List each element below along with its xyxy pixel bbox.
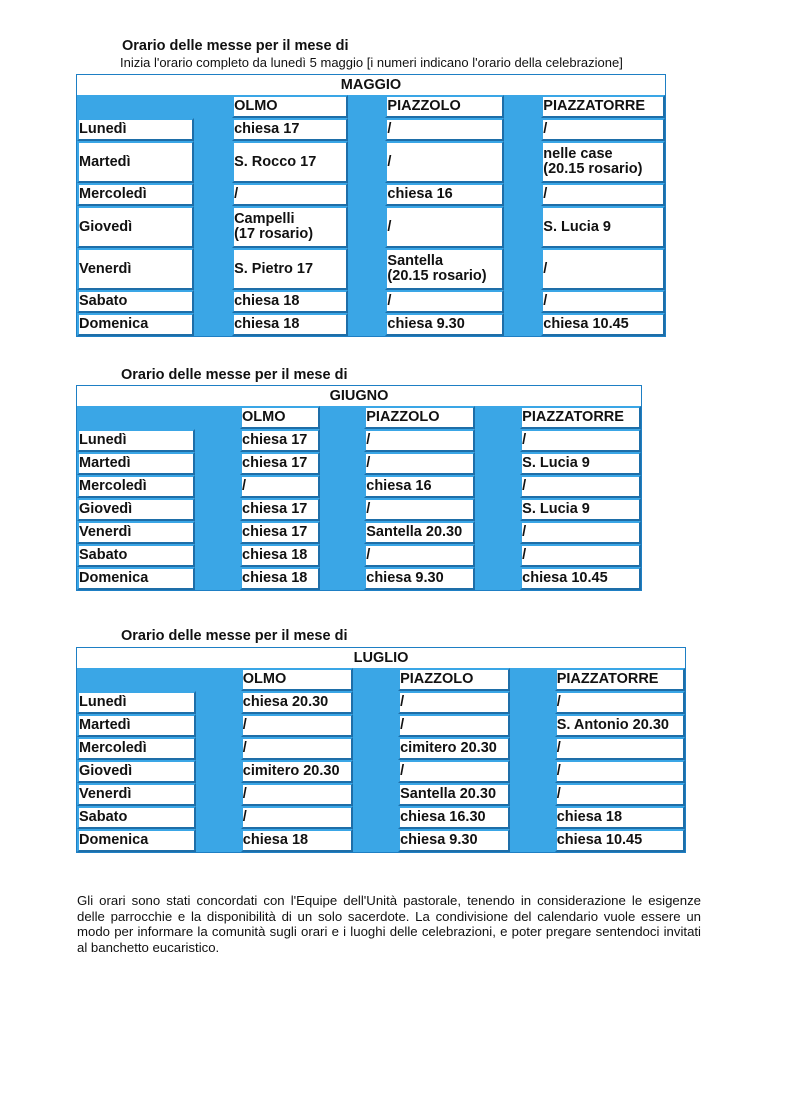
maggio-day-giovedi: Giovedì: [77, 206, 194, 248]
giugno-cell-piazzatorre: /: [520, 475, 641, 498]
giugno-cell-olmo: chiesa 17: [240, 521, 320, 544]
table-row: [77, 183, 665, 206]
luglio-spacer: [510, 829, 555, 852]
giugno-cell-piazzatorre: /: [520, 429, 641, 452]
luglio-header-piazzatorre: PIAZZATORRE: [555, 668, 685, 691]
giugno-spacer: [195, 521, 240, 544]
table-row: [77, 737, 685, 760]
luglio-cell-piazzatorre: /: [555, 737, 685, 760]
luglio-cell-olmo: chiesa 18: [241, 829, 353, 852]
table-row: [77, 760, 685, 783]
luglio-spacer: [196, 829, 241, 852]
maggio-spacer: [194, 313, 232, 336]
maggio-cell-olmo: chiesa 18: [232, 290, 348, 313]
maggio-spacer: [504, 183, 542, 206]
table-row: [77, 521, 641, 544]
maggio-cell-piazzatorre: chiesa 10.45: [541, 313, 665, 336]
luglio-day-martedi: Martedì: [77, 714, 196, 737]
giugno-day-domenica: Domenica: [77, 567, 195, 590]
maggio-header-piazzatorre: PIAZZATORRE: [541, 95, 665, 118]
luglio-day-domenica: Domenica: [77, 829, 196, 852]
giugno-spacer: [475, 567, 520, 590]
luglio-spacer: [353, 691, 398, 714]
maggio-day-venerdi: Venerdì: [77, 248, 194, 290]
luglio-cell-piazzatorre: /: [555, 783, 685, 806]
maggio-day-mercoledi: Mercoledì: [77, 183, 194, 206]
maggio-spacer: [504, 141, 542, 183]
giugno-cell-piazzolo: chiesa 9.30: [364, 567, 475, 590]
luglio-spacer: [353, 668, 398, 691]
maggio-cell-piazzolo: /: [385, 206, 503, 248]
luglio-spacer: [196, 668, 241, 691]
giugno-spacer: [475, 498, 520, 521]
luglio-spacer: [353, 829, 398, 852]
luglio-spacer: [510, 783, 555, 806]
giugno-cell-olmo: chiesa 18: [240, 544, 320, 567]
luglio-spacer: [353, 760, 398, 783]
table-row: [77, 118, 665, 141]
giugno-header-piazzatorre: PIAZZATORRE: [520, 406, 641, 429]
luglio-spacer: [510, 668, 555, 691]
giugno-cell-piazzolo: Santella 20.30: [364, 521, 475, 544]
table-row: [77, 248, 665, 290]
maggio-cell-olmo: S. Rocco 17: [232, 141, 348, 183]
maggio-spacer: [504, 313, 542, 336]
giugno-day-giovedi: Giovedì: [77, 498, 195, 521]
giugno-spacer: [475, 406, 520, 429]
luglio-spacer: [353, 737, 398, 760]
luglio-cell-piazzolo: chiesa 9.30: [398, 829, 510, 852]
maggio-spacer: [504, 290, 542, 313]
maggio-spacer: [348, 290, 386, 313]
maggio-cell-piazzolo: Santella (20.15 rosario): [385, 248, 503, 290]
maggio-cell-piazzolo: chiesa 16: [385, 183, 503, 206]
giugno-spacer: [320, 544, 365, 567]
maggio-spacer: [348, 95, 386, 118]
maggio-spacer: [194, 248, 232, 290]
maggio-spacer: [194, 141, 232, 183]
luglio-cell-piazzolo: /: [398, 691, 510, 714]
luglio-spacer: [196, 737, 241, 760]
maggio-header-piazzolo: PIAZZOLO: [385, 95, 503, 118]
giugno-cell-olmo: chiesa 17: [240, 429, 320, 452]
table-row: [77, 783, 685, 806]
luglio-cell-piazzolo: cimitero 20.30: [398, 737, 510, 760]
table-row: [77, 452, 641, 475]
luglio-corner-spacer: [77, 668, 196, 691]
giugno-day-lunedi: Lunedì: [77, 429, 195, 452]
maggio-spacer: [194, 95, 232, 118]
luglio-spacer: [196, 783, 241, 806]
luglio-cell-piazzatorre: chiesa 10.45: [555, 829, 685, 852]
giugno-spacer: [195, 406, 240, 429]
luglio-spacer: [196, 714, 241, 737]
maggio-cell-piazzolo: /: [385, 290, 503, 313]
giugno-cell-piazzolo: /: [364, 452, 475, 475]
maggio-day-domenica: Domenica: [77, 313, 194, 336]
maggio-cell-piazzolo: chiesa 9.30: [385, 313, 503, 336]
giugno-spacer: [195, 429, 240, 452]
maggio-spacer: [348, 183, 386, 206]
table-row: [77, 567, 641, 590]
luglio-schedule-table: [76, 647, 686, 853]
maggio-spacer: [348, 313, 386, 336]
giugno-cell-piazzatorre: chiesa 10.45: [520, 567, 641, 590]
giugno-day-mercoledi: Mercoledì: [77, 475, 195, 498]
maggio-spacer: [504, 206, 542, 248]
maggio-cell-olmo: S. Pietro 17: [232, 248, 348, 290]
giugno-day-sabato: Sabato: [77, 544, 195, 567]
giugno-day-venerdi: Venerdì: [77, 521, 195, 544]
footer-note: Gli orari sono stati concordati con l'Equipe dell'Unità pastorale, tenendo in considerazione le esigenze delle parrocchie e la disponibilità di un solo sacerdote. La condivisione del calendario vuole essere un modo per informare la comunità sugli orari e i luoghi delle celebrazioni, e poter pregare sentendoci invitati al banchetto eucaristico.: [77, 893, 701, 955]
luglio-cell-olmo: /: [241, 806, 353, 829]
maggio-spacer: [348, 141, 386, 183]
giugno-spacer: [320, 567, 365, 590]
luglio-spacer: [353, 714, 398, 737]
giugno-cell-piazzatorre: /: [520, 544, 641, 567]
maggio-spacer: [504, 95, 542, 118]
maggio-spacer: [194, 183, 232, 206]
maggio-cell-piazzatorre: /: [541, 248, 665, 290]
table-row: [77, 806, 685, 829]
maggio-cell-piazzatorre: /: [541, 290, 665, 313]
table-row: [77, 313, 665, 336]
maggio-cell-piazzolo: /: [385, 141, 503, 183]
luglio-day-mercoledi: Mercoledì: [77, 737, 196, 760]
maggio-cell-piazzatorre: nelle case (20.15 rosario): [541, 141, 665, 183]
luglio-day-venerdi: Venerdì: [77, 783, 196, 806]
luglio-cell-olmo: cimitero 20.30: [241, 760, 353, 783]
luglio-header-olmo: OLMO: [241, 668, 353, 691]
maggio-spacer: [194, 118, 232, 141]
luglio-cell-piazzolo: chiesa 16.30: [398, 806, 510, 829]
maggio-spacer: [504, 248, 542, 290]
giugno-cell-piazzatorre: S. Lucia 9: [520, 498, 641, 521]
giugno-day-martedi: Martedì: [77, 452, 195, 475]
giugno-cell-piazzolo: chiesa 16: [364, 475, 475, 498]
giugno-cell-piazzatorre: /: [520, 521, 641, 544]
maggio-day-lunedi: Lunedì: [77, 118, 194, 141]
giugno-schedule-table: [76, 385, 642, 591]
maggio-cell-olmo: chiesa 17: [232, 118, 348, 141]
luglio-cell-olmo: /: [241, 737, 353, 760]
giugno-spacer: [320, 429, 365, 452]
giugno-cell-olmo: /: [240, 475, 320, 498]
luglio-day-giovedi: Giovedì: [77, 760, 196, 783]
luglio-spacer: [510, 714, 555, 737]
table-row: [77, 290, 665, 313]
maggio-cell-piazzatorre: /: [541, 183, 665, 206]
giugno-cell-piazzolo: /: [364, 544, 475, 567]
maggio-spacer: [348, 118, 386, 141]
giugno-spacer: [195, 498, 240, 521]
luglio-spacer: [510, 691, 555, 714]
luglio-title: Orario delle messe per il mese di: [121, 628, 348, 644]
giugno-month-label: GIUGNO: [77, 386, 641, 406]
giugno-cell-piazzolo: /: [364, 429, 475, 452]
luglio-cell-piazzatorre: S. Antonio 20.30: [555, 714, 685, 737]
luglio-cell-piazzolo: /: [398, 760, 510, 783]
giugno-spacer: [475, 521, 520, 544]
maggio-month-label: MAGGIO: [77, 75, 665, 95]
luglio-spacer: [196, 806, 241, 829]
maggio-subtitle: Inizia l'orario completo da lunedì 5 maggio [i numeri indicano l'orario della celebrazione]: [120, 55, 623, 70]
giugno-spacer: [475, 429, 520, 452]
luglio-cell-piazzatorre: /: [555, 691, 685, 714]
table-row: [77, 141, 665, 183]
giugno-spacer: [320, 498, 365, 521]
luglio-cell-olmo: /: [241, 714, 353, 737]
luglio-spacer: [510, 806, 555, 829]
luglio-spacer: [196, 760, 241, 783]
maggio-spacer: [348, 206, 386, 248]
giugno-spacer: [320, 475, 365, 498]
maggio-spacer: [194, 206, 232, 248]
maggio-spacer: [348, 248, 386, 290]
giugno-spacer: [320, 521, 365, 544]
luglio-spacer: [353, 806, 398, 829]
giugno-spacer: [475, 544, 520, 567]
luglio-spacer: [353, 783, 398, 806]
luglio-cell-piazzatorre: chiesa 18: [555, 806, 685, 829]
maggio-schedule-table: [76, 74, 666, 337]
table-row: [77, 206, 665, 248]
maggio-cell-piazzatorre: /: [541, 118, 665, 141]
luglio-spacer: [510, 737, 555, 760]
luglio-day-sabato: Sabato: [77, 806, 196, 829]
maggio-header-olmo: OLMO: [232, 95, 348, 118]
giugno-spacer: [320, 452, 365, 475]
table-row: [77, 544, 641, 567]
giugno-spacer: [195, 475, 240, 498]
maggio-corner-spacer: [77, 95, 194, 118]
luglio-day-lunedi: Lunedì: [77, 691, 196, 714]
giugno-spacer: [475, 452, 520, 475]
giugno-spacer: [195, 567, 240, 590]
luglio-spacer: [196, 691, 241, 714]
giugno-cell-olmo: chiesa 17: [240, 498, 320, 521]
giugno-corner-spacer: [77, 406, 195, 429]
giugno-header-olmo: OLMO: [240, 406, 320, 429]
luglio-cell-piazzolo: Santella 20.30: [398, 783, 510, 806]
giugno-spacer: [475, 475, 520, 498]
giugno-header-piazzolo: PIAZZOLO: [364, 406, 475, 429]
table-row: [77, 714, 685, 737]
maggio-cell-piazzolo: /: [385, 118, 503, 141]
maggio-cell-olmo: /: [232, 183, 348, 206]
giugno-spacer: [320, 406, 365, 429]
luglio-header-piazzolo: PIAZZOLO: [398, 668, 510, 691]
maggio-spacer: [504, 118, 542, 141]
table-row: [77, 498, 641, 521]
luglio-cell-olmo: /: [241, 783, 353, 806]
giugno-cell-olmo: chiesa 18: [240, 567, 320, 590]
maggio-day-sabato: Sabato: [77, 290, 194, 313]
maggio-cell-piazzatorre: S. Lucia 9: [541, 206, 665, 248]
luglio-cell-piazzatorre: /: [555, 760, 685, 783]
maggio-spacer: [194, 290, 232, 313]
luglio-cell-piazzolo: /: [398, 714, 510, 737]
luglio-month-label: LUGLIO: [77, 648, 685, 668]
giugno-title: Orario delle messe per il mese di: [121, 367, 348, 383]
maggio-cell-olmo: Campelli (17 rosario): [232, 206, 348, 248]
maggio-cell-olmo: chiesa 18: [232, 313, 348, 336]
giugno-spacer: [195, 544, 240, 567]
table-row: [77, 691, 685, 714]
maggio-title: Orario delle messe per il mese di: [122, 38, 349, 54]
giugno-cell-olmo: chiesa 17: [240, 452, 320, 475]
giugno-spacer: [195, 452, 240, 475]
giugno-cell-piazzatorre: S. Lucia 9: [520, 452, 641, 475]
table-row: [77, 829, 685, 852]
table-row: [77, 429, 641, 452]
maggio-day-martedi: Martedì: [77, 141, 194, 183]
giugno-cell-piazzolo: /: [364, 498, 475, 521]
table-row: [77, 475, 641, 498]
luglio-cell-olmo: chiesa 20.30: [241, 691, 353, 714]
luglio-spacer: [510, 760, 555, 783]
